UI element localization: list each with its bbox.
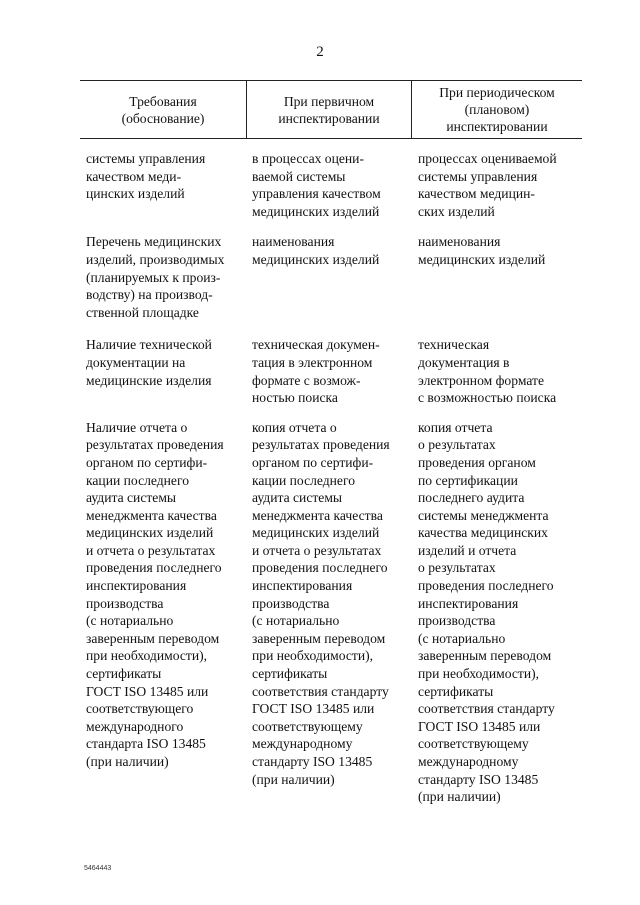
row1-requirement: системы управления качеством меди- цинских изделий bbox=[86, 151, 206, 202]
table-row bbox=[80, 150, 582, 220]
row3-initial: техническая докумен- тация в электронном формате с возмож- ностью поиска bbox=[252, 337, 380, 406]
row3-requirement: Наличие технической документации на медицинские изделия bbox=[86, 337, 212, 388]
row2-periodic: наименования медицинских изделий bbox=[418, 234, 546, 267]
header-initial-inspection: При первичном инспектировании bbox=[246, 81, 412, 138]
table-row bbox=[80, 419, 582, 806]
row2-initial: наименования медицинских изделий bbox=[252, 234, 380, 267]
row4-periodic: копия отчета о результатах проведения органом по сертификации последнего аудита системы менеджмента качества медицинских изделий и отчета о результатах проведения последнего инспектирования производства (с нотариально заверенным переводом при необходимости), сертификаты соответствия стандарту ГОСТ ISO 13485 или соответствующему международному стандарту ISO 13485 (при наличии) bbox=[418, 419, 555, 805]
row4-initial: копия отчета о результатах проведения органом по сертифи- кации последнего аудита системы менеджмента качества медицинских изделий и отчета о результатах проведения последнего инспектирования производства (с нотариально заверенным переводом при необходимости), сертификаты соответствия стандарту ГОСТ ISO 13485 или соответствующему международному стандарту ISO 13485 (при наличии) bbox=[252, 419, 390, 787]
table-row bbox=[80, 336, 582, 406]
requirements-table bbox=[80, 80, 582, 806]
row2-requirement: Перечень медицинских изделий, производимых (планируемых к произ- водству) на производ- ственной площадке bbox=[86, 234, 225, 320]
row4-requirement: Наличие отчета о результатах проведения органом по сертифи- кации последнего аудита системы менеджмента качества медицинских изделий и отчета о результатах проведения последнего инспектирования производства (с нотариально заверенным переводом при необходимости), сертификаты ГОСТ ISO 13485 или соответствующего международного стандарта ISO 13485 (при наличии) bbox=[86, 419, 224, 769]
row1-periodic: процессах оцениваемой системы управления качеством медицин- ских изделий bbox=[418, 151, 557, 219]
page-number: 2 bbox=[316, 44, 324, 60]
table-row bbox=[80, 233, 582, 321]
table-header-row bbox=[80, 81, 582, 138]
row3-periodic: техническая документация в электронном формате с возможностью поиска bbox=[418, 337, 557, 406]
table-header-rule bbox=[80, 138, 582, 139]
header-requirements: Требования (обоснование) bbox=[121, 93, 205, 126]
row1-initial: в процессах оцени- ваемой системы управления качеством медицинских изделий bbox=[252, 151, 381, 219]
document-code: 5464443 bbox=[84, 865, 112, 872]
header-periodic-inspection: При периодическом (плановом) инспектировании bbox=[439, 85, 555, 134]
